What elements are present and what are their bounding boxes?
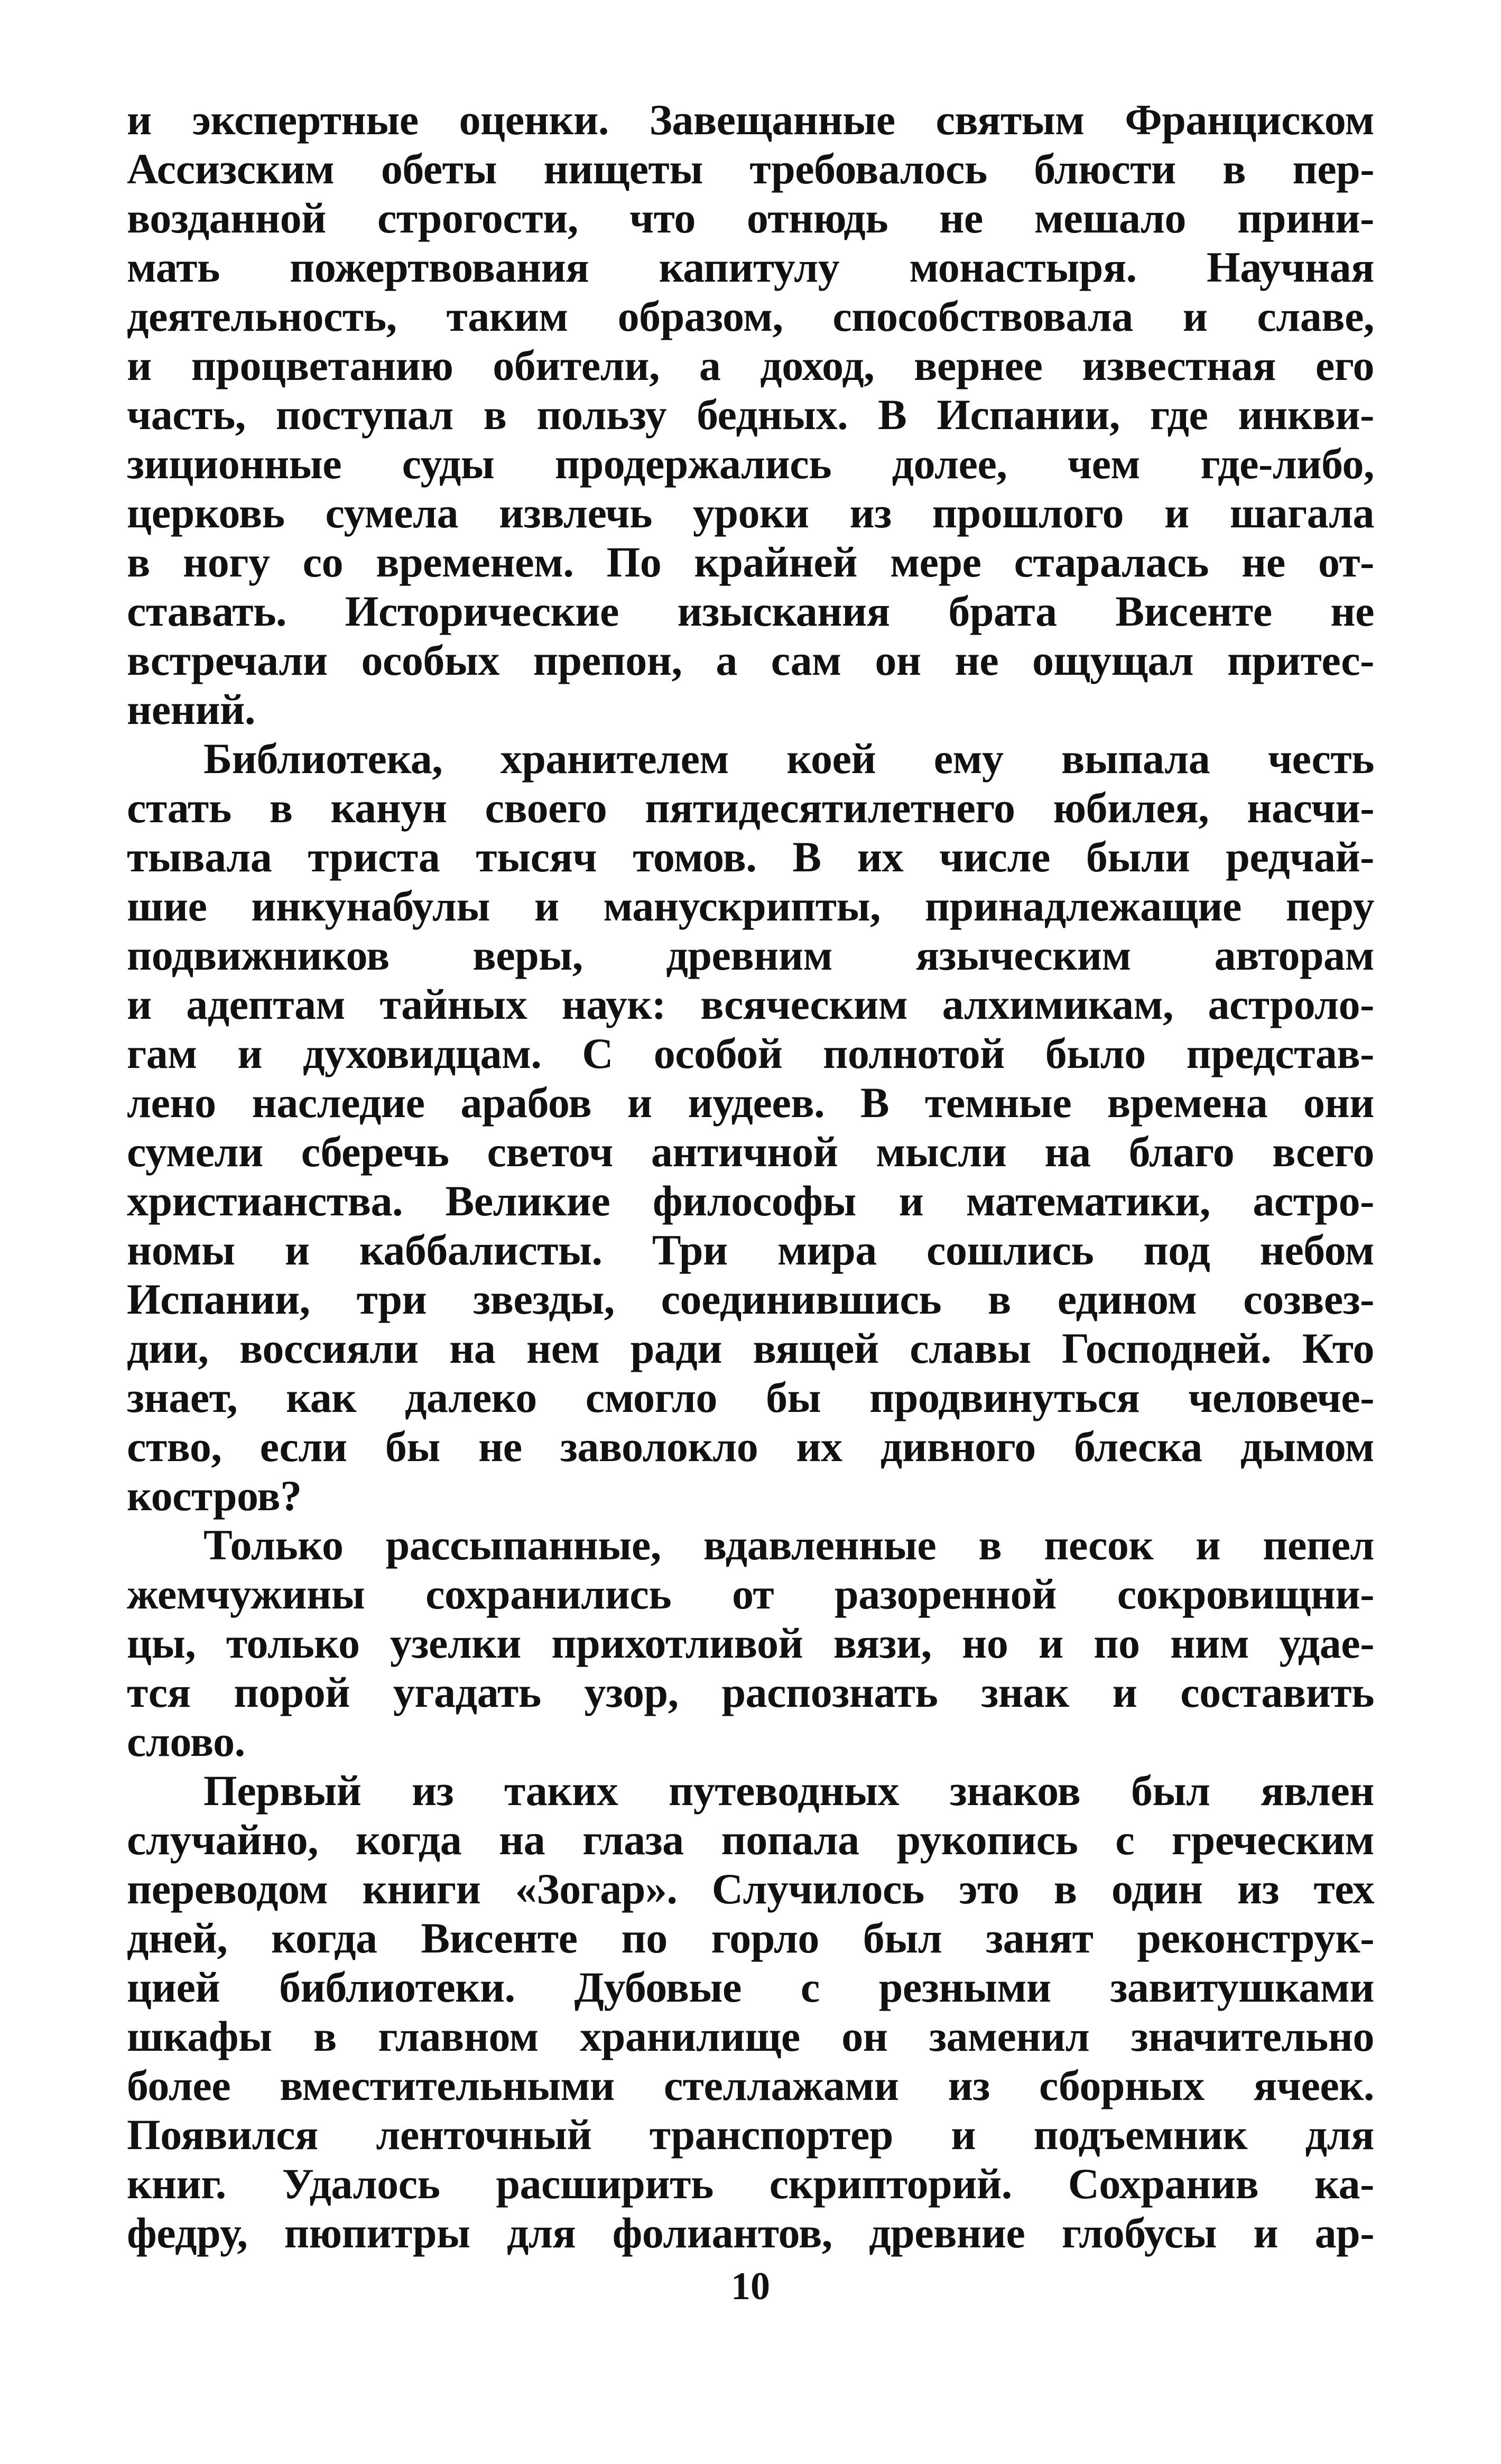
text-line: более вместительными стеллажами из сборных ячеек. [127,2061,1374,2109]
text-line: и процветанию обители, а доход, вернее известная его [127,341,1374,389]
text-line: переводом книги «Зогар». Случилось это в один из тех [127,1865,1374,1913]
text-line: и адептам тайных наук: всяческим алхимикам, астроло- [127,980,1374,1028]
text-line: тся порой угадать узор, распознать знак и составить [127,1668,1374,1716]
text-line: Испании, три звезды, соединившись в едином созвез- [127,1275,1374,1323]
text-line: цией библиотеки. Дубовые с резными завитушками [127,1963,1374,2011]
text-line: случайно, когда на глаза попала рукопись с греческим [127,1816,1374,1864]
text-line: федру, пюпитры для фолиантов, древние глобусы и ар- [127,2209,1374,2257]
text-line: знает, как далеко смогло бы продвинуться человече- [127,1373,1374,1421]
text-line: гам и духовидцам. С особой полнотой было представ- [127,1029,1374,1077]
text-line: подвижников веры, древним языческим авторам [127,931,1374,979]
paragraph-4 [127,1766,1374,2257]
text-line: и экспертные оценки. Завещанные святым Франциском [127,96,1374,144]
text-line: встречали особых препон, а сам он не ощущал притес- [127,636,1374,684]
text-line: часть, поступал в пользу бедных. В Испании, где инкви- [127,390,1374,439]
text-line: жемчужины сохранились от разоренной сокровищни- [127,1570,1374,1618]
text-line: возданной строгости, что отнюдь не мешало прини- [127,194,1374,242]
text-line: тывала триста тысяч томов. В их числе были редчай- [127,833,1374,881]
text-line: нений. [127,685,255,733]
text-line: дней, когда Висенте по горло был занят реконструк- [127,1914,1374,1962]
text-line: шкафы в главном хранилище он заменил значительно [127,2012,1374,2060]
text-line: христианства. Великие философы и математики, астро- [127,1177,1374,1225]
paragraph-2 [127,734,1374,1520]
text-line: цы, только узелки прихотливой вязи, но и по ним удае- [127,1619,1374,1667]
text-line: слово. [127,1717,245,1765]
paragraph-3 [127,1520,1374,1766]
text-line: Библиотека, хранителем коей ему выпала честь [203,734,1374,783]
text-line: номы и каббалисты. Три мира сошлись под небом [127,1226,1374,1274]
text-line: дии, воссияли на нем ради вящей славы Господней. Кто [127,1324,1374,1372]
text-line: Первый из таких путеводных знаков был явлен [203,1766,1374,1815]
text-line: книг. Удалось расширить скрипторий. Сохранив ка- [127,2160,1374,2208]
text-line: Только рассыпанные, вдавленные в песок и пепел [203,1521,1374,1569]
text-line: Ассизским обеты нищеты требовалось блюсти в пер- [127,145,1374,193]
text-line: деятельность, таким образом, способствовала и славе, [127,292,1374,340]
text-line: в ногу со временем. По крайней мере старалась не от- [127,538,1374,586]
text-line: ставать. Исторические изыскания брата Висенте не [127,587,1374,635]
text-line: сумели сберечь светоч античной мысли на благо всего [127,1128,1374,1176]
paragraph-1 [127,95,1374,734]
page-body [127,95,1374,2257]
text-line: костров? [127,1472,302,1520]
page-number: 10 [731,2265,770,2308]
text-line: лено наследие арабов и иудеев. В темные времена они [127,1078,1374,1127]
text-line: стать в канун своего пятидесятилетнего юбилея, насчи- [127,784,1374,832]
text-line: зиционные суды продержались долее, чем где-либо, [127,440,1374,488]
text-line: Появился ленточный транспортер и подъемник для [127,2110,1374,2159]
text-line: шие инкунабулы и манускрипты, принадлежащие перу [127,882,1374,930]
text-line: церковь сумела извлечь уроки из прошлого и шагала [127,489,1374,537]
text-line: ство, если бы не заволокло их дивного блеска дымом [127,1422,1374,1471]
text-line: мать пожертвования капитулу монастыря. Научная [127,243,1374,291]
